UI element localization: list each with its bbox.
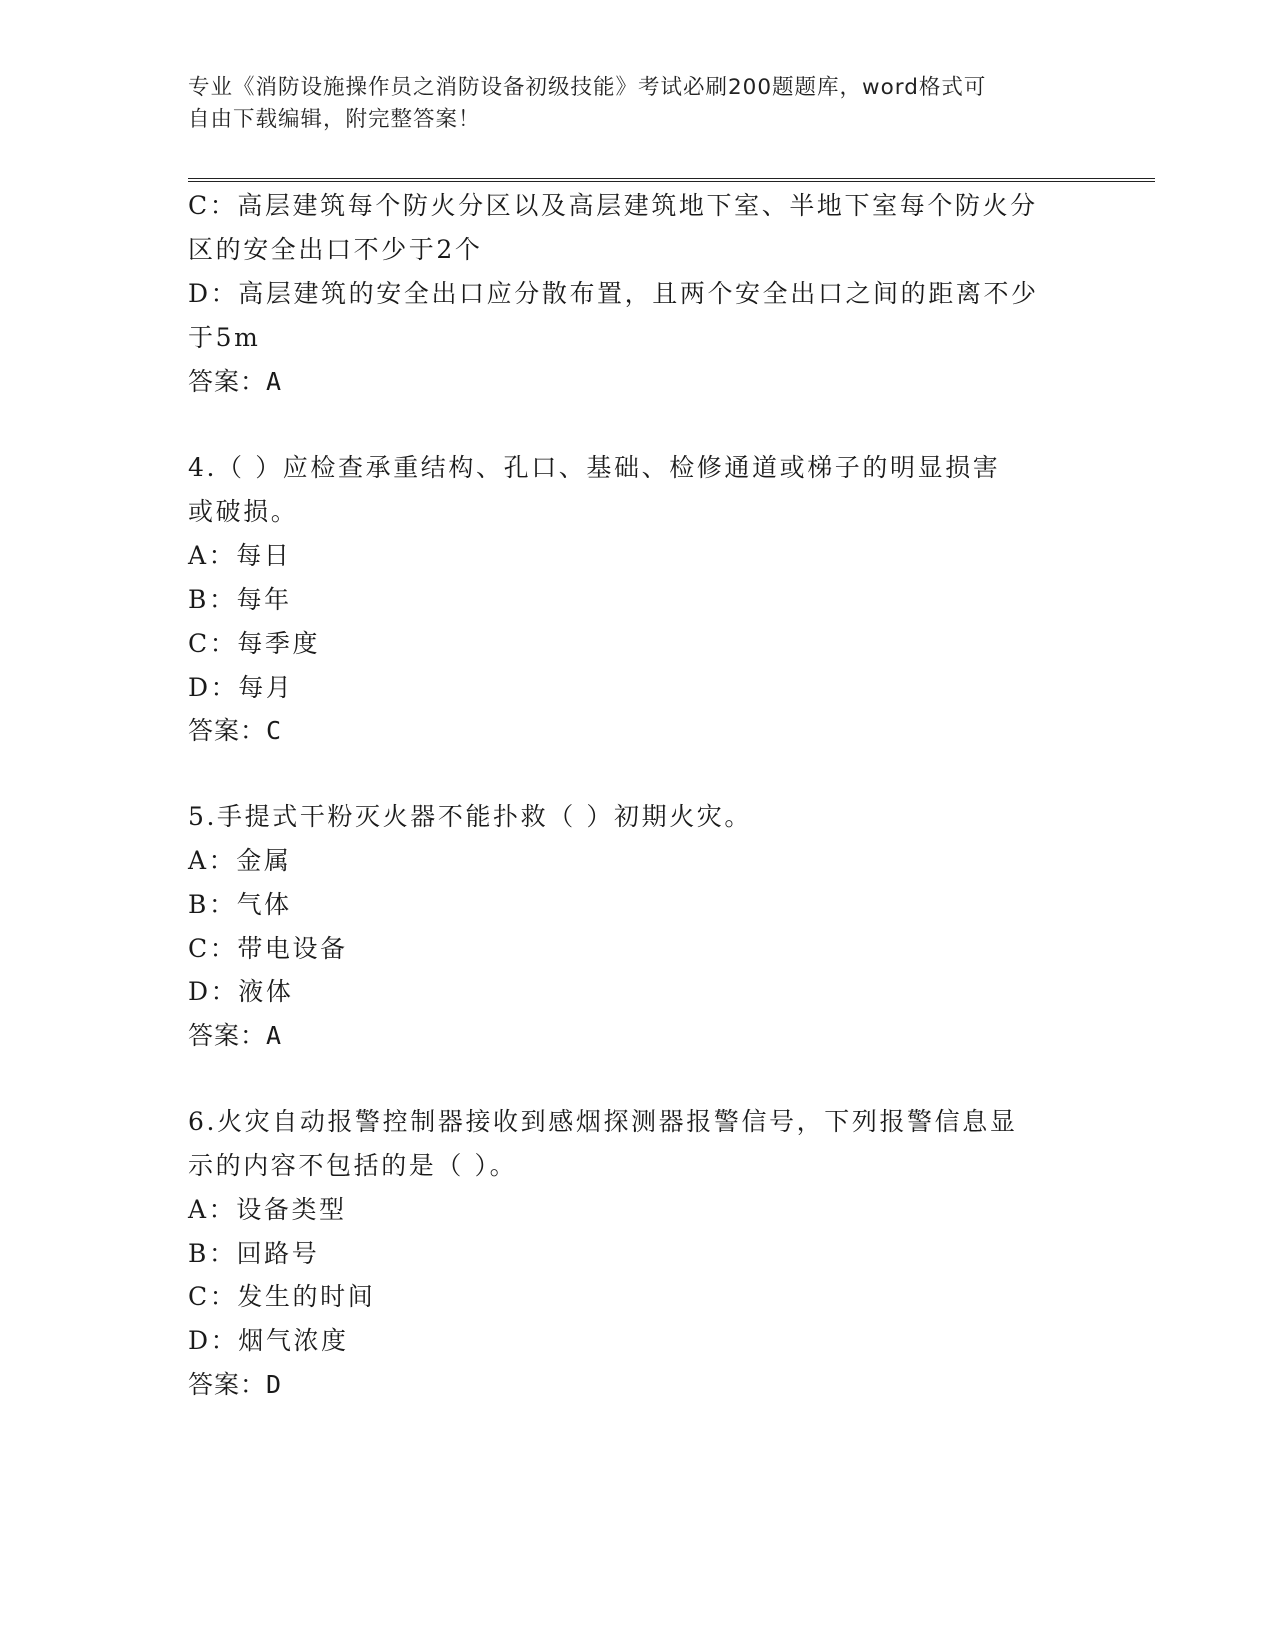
header-line-1: 专业《消防设施操作员之消防设备初级技能》考试必刷200题题库，word格式可 (188, 75, 987, 100)
q5-option-c: C：带电设备 (188, 934, 348, 963)
q4-option-b: B：每年 (188, 585, 292, 614)
q4-option-d: D：每月 (188, 673, 294, 702)
header-divider (188, 178, 1155, 182)
q3-option-d-line-2: 于5m (188, 323, 261, 352)
q5-option-b: B：气体 (188, 890, 292, 919)
answer-value: A (266, 1021, 283, 1050)
answer-value: C (266, 716, 283, 745)
answer-value: A (266, 367, 283, 396)
answer-label: 答案： (188, 716, 267, 745)
answer-label: 答案： (188, 367, 267, 396)
q6-option-b: B：回路号 (188, 1239, 320, 1268)
answer-label: 答案： (188, 1021, 267, 1050)
q4-option-c: C：每季度 (188, 629, 321, 658)
q4-option-a: A：每日 (188, 541, 292, 570)
q5-answer (188, 1016, 282, 1052)
q6-option-d: D：烟气浓度 (188, 1326, 349, 1355)
q6-stem-line-1: 6.火灾自动报警控制器接收到感烟探测器报警信号，下列报警信息显 (188, 1107, 1018, 1136)
q6-option-c: C：发生的时间 (188, 1282, 376, 1311)
answer-value: D (266, 1370, 283, 1399)
q5-option-d: D：液体 (188, 977, 294, 1006)
header-line-2: 自由下载编辑，附完整答案！ (188, 107, 481, 132)
q3-option-c-line-1: C：高层建筑每个防火分区以及高层建筑地下室、半地下室每个防火分 (188, 191, 1038, 220)
q3-answer (188, 362, 282, 398)
q4-stem-line-1: 4.（ ）应检查承重结构、孔口、基础、检修通道或梯子的明显损害 (188, 453, 1001, 482)
q5-stem-line-1: 5.手提式干粉灭火器不能扑救（ ）初期火灾。 (188, 802, 753, 831)
q4-answer (188, 711, 282, 747)
q4-stem-line-2: 或破损。 (188, 497, 299, 526)
document-header (188, 72, 1088, 136)
q3-option-d-line-1: D：高层建筑的安全出口应分散布置，且两个安全出口之间的距离不少 (188, 279, 1039, 308)
answer-label: 答案： (188, 1370, 267, 1399)
q5-option-a: A：金属 (188, 846, 292, 875)
q6-stem-line-2: 示的内容不包括的是（ ）。 (188, 1151, 518, 1180)
q3-option-c-line-2: 区的安全出口不少于2个 (188, 235, 483, 264)
q6-option-a: A：设备类型 (188, 1195, 347, 1224)
q6-answer (188, 1365, 282, 1401)
